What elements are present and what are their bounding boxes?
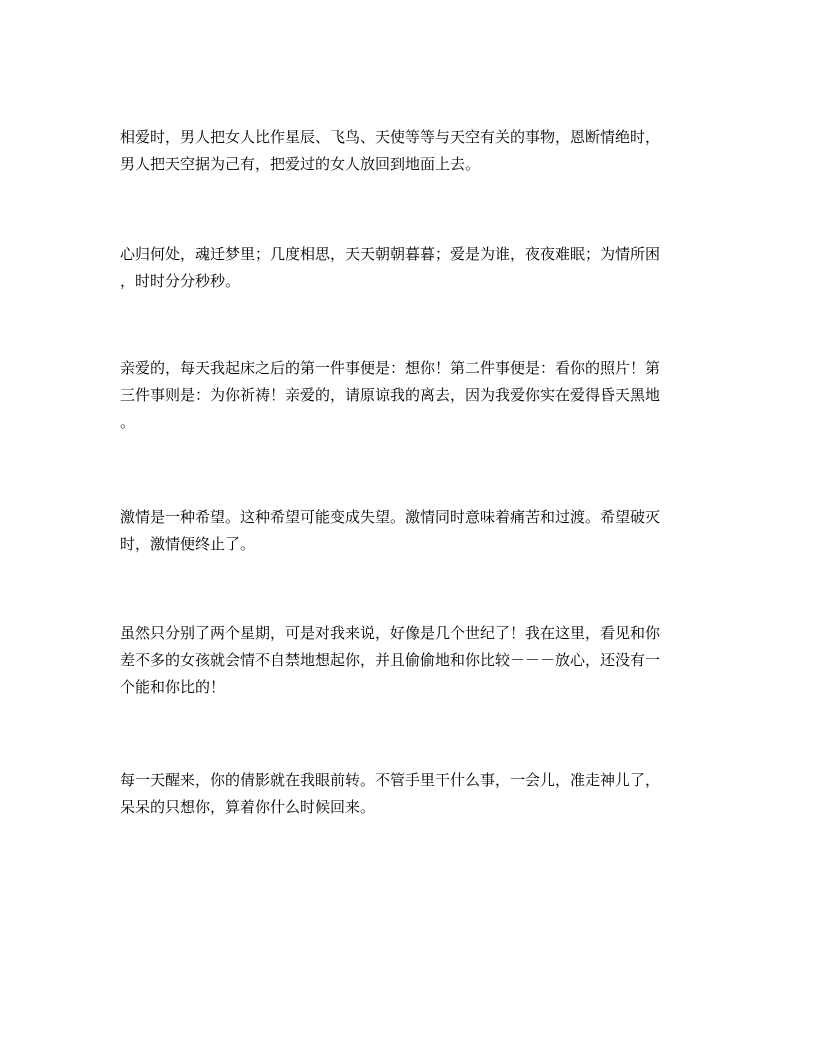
- paragraph-line: ，时时分分秒秒。: [120, 272, 241, 290]
- paragraph-line: 三件事则是：为你祈祷！亲爱的，请原谅我的离去，因为我爱你实在爱得昏天黑地: [120, 386, 661, 404]
- paragraph-line: 男人把天空据为己有，把爱过的女人放回到地面上去。: [120, 155, 481, 173]
- paragraph-1: [120, 124, 702, 178]
- paragraph-line: 亲爱的，每天我起床之后的第一件事便是：想你！第二件事便是：看你的照片！第: [120, 359, 661, 377]
- paragraph-6: [120, 767, 702, 821]
- paragraph-line: 。: [120, 413, 136, 431]
- paragraph-line: 呆呆的只想你，算着你什么时候回来。: [120, 798, 376, 816]
- paragraph-line: 差不多的女孩就会情不自禁地想起你，并且偷偷地和你比较－－－放心，还没有一: [120, 651, 661, 669]
- paragraph-line: 每一天醒来，你的倩影就在我眼前转。不管手里干什么事，一会儿，准走神儿了，: [120, 771, 661, 789]
- paragraph-line: 心归何处，魂迁梦里；几度相思，天天朝朝暮暮；爱是为谁，夜夜难眠；为情所困: [120, 245, 661, 263]
- paragraph-3: [120, 355, 702, 436]
- paragraph-line: 时，激情便终止了。: [120, 535, 256, 553]
- paragraph-5: [120, 620, 702, 701]
- paragraph-line: 相爱时，男人把女人比作星辰、飞鸟、天使等等与天空有关的事物，恩断情绝时，: [120, 128, 661, 146]
- paragraph-line: 个能和你比的！: [120, 678, 226, 696]
- paragraph-2: [120, 241, 702, 295]
- paragraph-line: 虽然只分别了两个星期，可是对我来说，好像是几个世纪了！我在这里，看见和你: [120, 624, 661, 642]
- paragraph-line: 激情是一种希望。这种希望可能变成失望。激情同时意味着痛苦和过渡。希望破灭: [120, 508, 661, 526]
- paragraph-4: [120, 504, 702, 558]
